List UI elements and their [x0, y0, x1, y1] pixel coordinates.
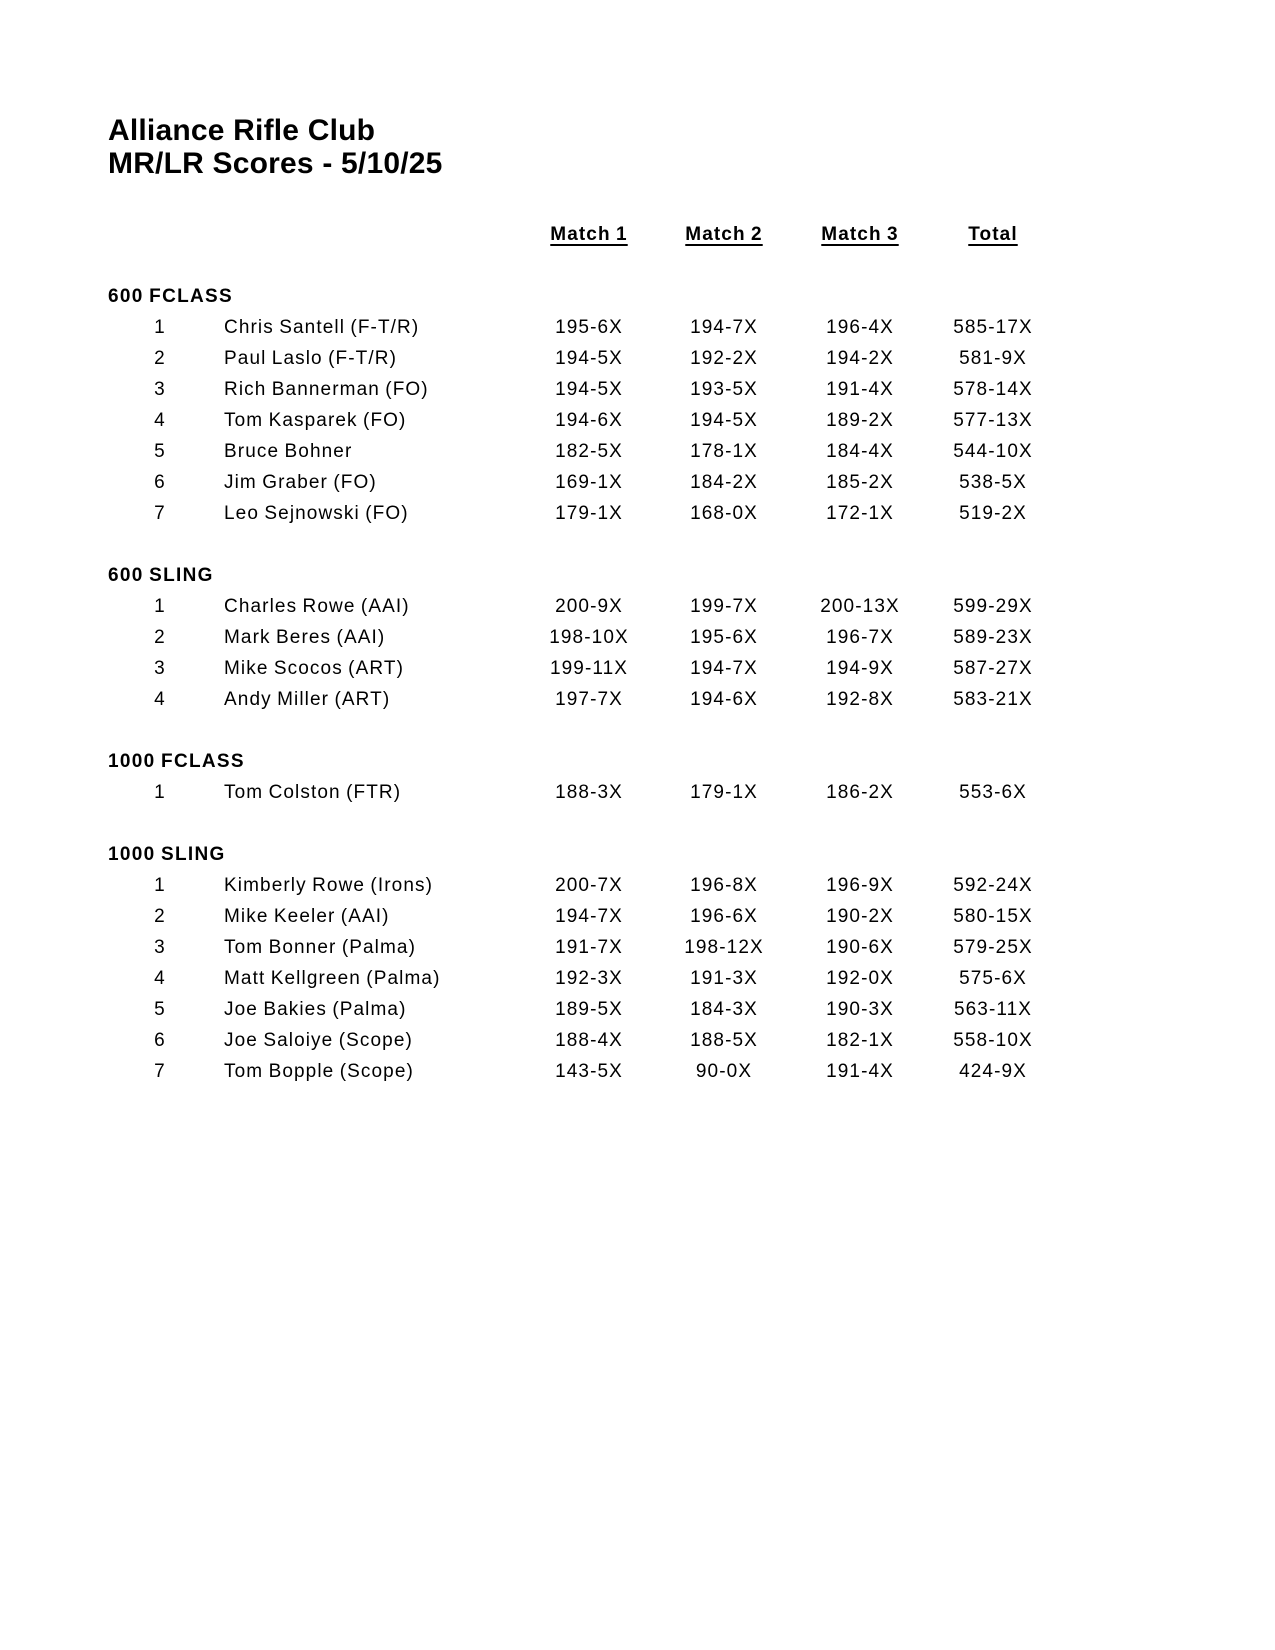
page-title: [108, 114, 443, 180]
rank-cell: 4: [154, 688, 166, 710]
match2-score-cell: 196-6X: [690, 905, 758, 927]
rank-cell: 1: [154, 874, 166, 896]
match3-score-cell: 189-2X: [826, 409, 894, 431]
match3-score-cell: 172-1X: [826, 502, 894, 524]
shooter-name-cell: Charles Rowe (AAI): [224, 595, 410, 617]
match3-score-cell: 191-4X: [826, 378, 894, 400]
total-score-cell: 519-2X: [959, 502, 1027, 524]
total-score-cell: 553-6X: [959, 781, 1027, 803]
match2-score-cell: 195-6X: [690, 626, 758, 648]
shooter-name-cell: Mark Beres (AAI): [224, 626, 386, 648]
shooter-name-cell: Rich Bannerman (FO): [224, 378, 429, 400]
match2-score-cell: 179-1X: [690, 781, 758, 803]
match2-score-cell: 191-3X: [690, 967, 758, 989]
rank-cell: 1: [154, 781, 166, 803]
match1-score-cell: 195-6X: [555, 316, 623, 338]
match3-score-cell: 192-8X: [826, 688, 894, 710]
shooter-name-cell: Leo Sejnowski (FO): [224, 502, 409, 524]
name-column-header-space: [215, 219, 505, 250]
rank-cell: 1: [154, 316, 166, 338]
row-spacer: [105, 250, 1041, 281]
shooter-name-cell: Matt Kellgreen (Palma): [224, 967, 441, 989]
rank-cell: 3: [154, 378, 166, 400]
shooter-name-cell: Andy Miller (ART): [224, 688, 391, 710]
total-score-cell: 579-25X: [953, 936, 1033, 958]
rank-cell: 5: [154, 998, 166, 1020]
total-score-cell: 578-14X: [953, 378, 1033, 400]
shooter-name-cell: Tom Bopple (Scope): [224, 1060, 414, 1082]
total-score-cell: 585-17X: [953, 316, 1033, 338]
page-title-line-2: MR/LR Scores - 5/10/25: [108, 147, 443, 180]
score-table: [105, 219, 1041, 1087]
match3-score-cell: 190-3X: [826, 998, 894, 1020]
total-score-cell: 563-11X: [953, 998, 1033, 1020]
column-header-match-2: Match 2: [685, 223, 763, 245]
match2-score-cell: 198-12X: [684, 936, 764, 958]
match1-score-cell: 197-7X: [555, 688, 623, 710]
section-header: 600 SLING: [108, 564, 214, 586]
shooter-name-cell: Paul Laslo (F-T/R): [224, 347, 398, 369]
total-score-cell: 589-23X: [953, 626, 1033, 648]
shooter-name-cell: Mike Keeler (AAI): [224, 905, 390, 927]
total-score-cell: 575-6X: [959, 967, 1027, 989]
rank-cell: 6: [154, 1029, 166, 1051]
match1-score-cell: 188-3X: [555, 781, 623, 803]
match3-score-cell: 184-4X: [826, 440, 894, 462]
shooter-name-cell: Tom Kasparek (FO): [224, 409, 407, 431]
match2-score-cell: 194-7X: [690, 657, 758, 679]
match2-score-cell: 188-5X: [690, 1029, 758, 1051]
match1-score-cell: 194-6X: [555, 409, 623, 431]
total-score-cell: 538-5X: [959, 471, 1027, 493]
match2-score-cell: 193-5X: [690, 378, 758, 400]
shooter-name-cell: Bruce Bohner: [224, 440, 353, 462]
match1-score-cell: 182-5X: [555, 440, 623, 462]
total-score-cell: 583-21X: [953, 688, 1033, 710]
total-score-cell: 544-10X: [953, 440, 1033, 462]
match3-score-cell: 190-6X: [826, 936, 894, 958]
rank-cell: 3: [154, 936, 166, 958]
match2-score-cell: 184-2X: [690, 471, 758, 493]
match2-score-cell: 199-7X: [690, 595, 758, 617]
rank-cell: 1: [154, 595, 166, 617]
rank-cell: 5: [154, 440, 166, 462]
match1-score-cell: 194-5X: [555, 347, 623, 369]
total-score-cell: 424-9X: [959, 1060, 1027, 1082]
row-spacer: [105, 715, 1041, 746]
section-header: 1000 SLING: [108, 843, 226, 865]
shooter-name-cell: Kimberly Rowe (Irons): [224, 874, 434, 896]
rank-cell: 6: [154, 471, 166, 493]
match1-score-cell: 194-7X: [555, 905, 623, 927]
match1-score-cell: 199-11X: [549, 657, 629, 679]
match1-score-cell: 143-5X: [555, 1060, 623, 1082]
match1-score-cell: 194-5X: [555, 378, 623, 400]
shooter-name-cell: Tom Colston (FTR): [224, 781, 402, 803]
column-header-match-3: Match 3: [821, 223, 899, 245]
match3-score-cell: 196-4X: [826, 316, 894, 338]
rank-cell: 4: [154, 409, 166, 431]
match3-score-cell: 196-9X: [826, 874, 894, 896]
match3-score-cell: 190-2X: [826, 905, 894, 927]
match2-score-cell: 194-6X: [690, 688, 758, 710]
shooter-name-cell: Mike Scocos (ART): [224, 657, 404, 679]
column-header-total: Total: [968, 223, 1018, 245]
match3-score-cell: 185-2X: [826, 471, 894, 493]
row-spacer: [105, 529, 1041, 560]
match3-score-cell: 191-4X: [826, 1060, 894, 1082]
total-score-cell: 587-27X: [953, 657, 1033, 679]
total-score-cell: 599-29X: [953, 595, 1033, 617]
total-score-cell: 592-24X: [953, 874, 1033, 896]
total-score-cell: 580-15X: [953, 905, 1033, 927]
match1-score-cell: 179-1X: [555, 502, 623, 524]
match2-score-cell: 168-0X: [690, 502, 758, 524]
match1-score-cell: 169-1X: [555, 471, 623, 493]
rank-column-header-space: [105, 219, 215, 250]
match3-score-cell: 196-7X: [826, 626, 894, 648]
match1-score-cell: 192-3X: [555, 967, 623, 989]
match2-score-cell: 192-2X: [690, 347, 758, 369]
match3-score-cell: 194-2X: [826, 347, 894, 369]
section-header: 1000 FCLASS: [108, 750, 245, 772]
shooter-name-cell: Jim Graber (FO): [224, 471, 377, 493]
match1-score-cell: 200-9X: [555, 595, 623, 617]
match3-score-cell: 200-13X: [820, 595, 900, 617]
total-score-cell: 558-10X: [953, 1029, 1033, 1051]
match2-score-cell: 184-3X: [690, 998, 758, 1020]
match3-score-cell: 194-9X: [826, 657, 894, 679]
match2-score-cell: 90-0X: [695, 1060, 753, 1082]
page-title-line-1: Alliance Rifle Club: [108, 114, 376, 147]
rank-cell: 2: [154, 626, 166, 648]
match2-score-cell: 194-5X: [690, 409, 758, 431]
shooter-name-cell: Joe Bakies (Palma): [224, 998, 407, 1020]
rank-cell: 3: [154, 657, 166, 679]
row-spacer: [105, 808, 1041, 839]
match1-score-cell: 191-7X: [555, 936, 623, 958]
shooter-name-cell: Chris Santell (F-T/R): [224, 316, 420, 338]
match2-score-cell: 196-8X: [690, 874, 758, 896]
rank-cell: 7: [154, 502, 166, 524]
total-score-cell: 581-9X: [959, 347, 1027, 369]
rank-cell: 7: [154, 1060, 166, 1082]
section-header: 600 FCLASS: [108, 285, 233, 307]
column-header-match-1: Match 1: [550, 223, 628, 245]
rank-cell: 2: [154, 347, 166, 369]
match1-score-cell: 198-10X: [549, 626, 629, 648]
match3-score-cell: 186-2X: [826, 781, 894, 803]
shooter-name-cell: Joe Saloiye (Scope): [224, 1029, 413, 1051]
match1-score-cell: 200-7X: [555, 874, 623, 896]
match3-score-cell: 192-0X: [826, 967, 894, 989]
match2-score-cell: 194-7X: [690, 316, 758, 338]
match1-score-cell: 189-5X: [555, 998, 623, 1020]
match2-score-cell: 178-1X: [690, 440, 758, 462]
rank-cell: 4: [154, 967, 166, 989]
match1-score-cell: 188-4X: [555, 1029, 623, 1051]
match3-score-cell: 182-1X: [826, 1029, 894, 1051]
rank-cell: 2: [154, 905, 166, 927]
total-score-cell: 577-13X: [953, 409, 1033, 431]
shooter-name-cell: Tom Bonner (Palma): [224, 936, 417, 958]
